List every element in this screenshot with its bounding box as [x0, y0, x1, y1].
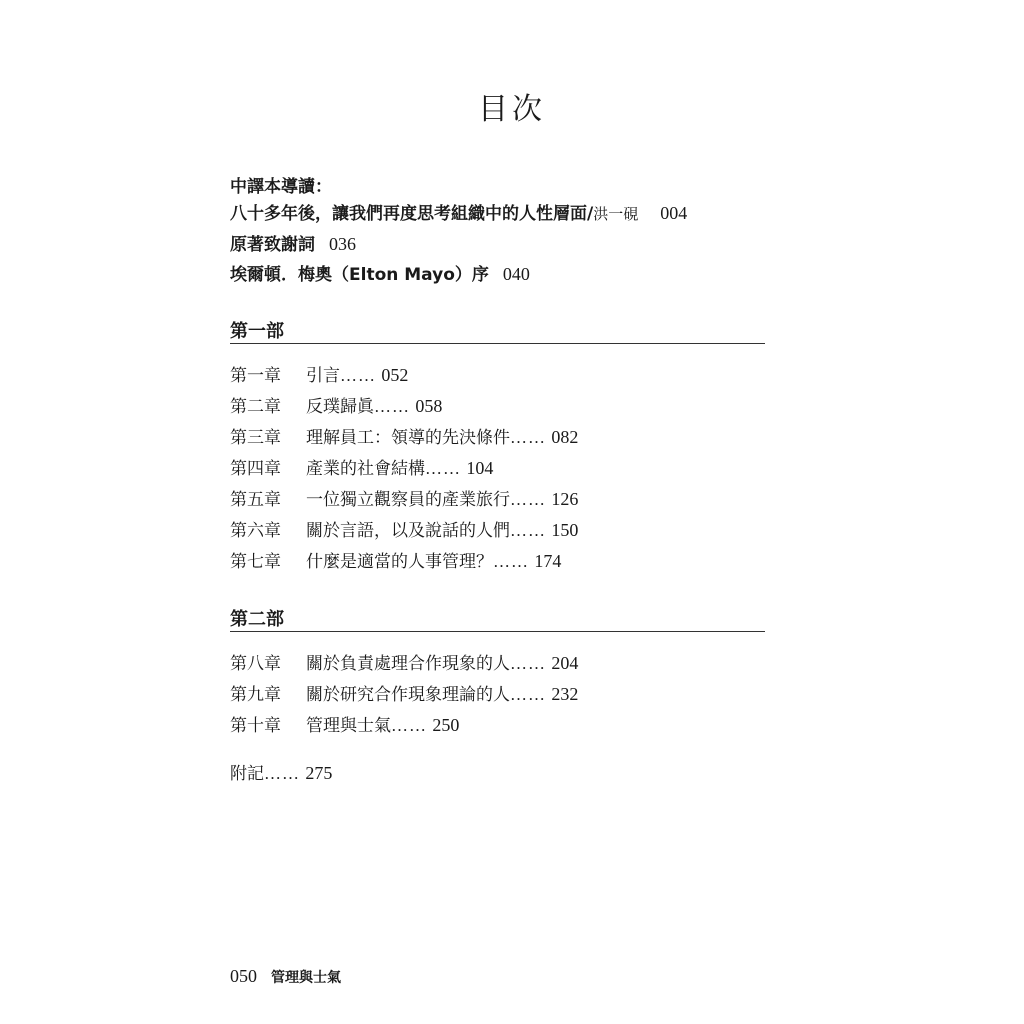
chapter-dots: …… — [425, 459, 461, 478]
chapter-number: 第六章 — [230, 521, 281, 541]
chapter-entry[interactable] — [230, 457, 493, 480]
chapter-page: 082 — [551, 427, 579, 447]
page-title: 目次 — [478, 92, 546, 127]
chapter-dots: …… — [510, 654, 546, 673]
chapter-number: 第五章 — [230, 490, 281, 510]
chapter-page: 052 — [381, 365, 409, 385]
chapter-entry[interactable] — [230, 550, 561, 573]
chapter-entry[interactable] — [230, 519, 578, 542]
chapter-number: 第十章 — [230, 716, 281, 736]
footer-book-title: 管理與士氣 — [271, 970, 341, 986]
chapter-title: 一位獨立觀察員的產業旅行 — [306, 490, 510, 510]
appendix-entry[interactable] — [230, 762, 332, 785]
chapter-number: 第一章 — [230, 366, 281, 386]
intro-label: 中譯本導讀： — [230, 177, 332, 197]
chapter-page: 250 — [432, 715, 460, 735]
part2-divider — [230, 631, 765, 632]
ack-label: 原著致謝詞 — [230, 235, 315, 255]
chapter-dots: …… — [510, 685, 546, 704]
chapter-entry[interactable] — [230, 488, 578, 511]
chapter-entry[interactable] — [230, 426, 578, 449]
chapter-page: 126 — [551, 489, 579, 509]
intro-author: 洪一硯 — [593, 205, 639, 223]
intro-entry — [230, 202, 687, 225]
chapter-dots: …… — [510, 428, 546, 447]
chapter-title: 什麼是適當的人事管理？ — [306, 552, 493, 572]
intro-page: 004 — [660, 203, 688, 223]
chapter-entry[interactable] — [230, 714, 459, 737]
footer-page-number: 050 — [230, 966, 257, 986]
intro-slash: / — [587, 204, 594, 224]
chapter-dots: …… — [374, 397, 410, 416]
chapter-number: 第三章 — [230, 428, 281, 448]
chapter-page: 104 — [466, 458, 494, 478]
intro-title: 八十多年後，讓我們再度思考組織中的人性層面 — [230, 204, 587, 224]
chapter-entry[interactable] — [230, 683, 578, 706]
chapter-page: 150 — [551, 520, 579, 540]
chapter-title: 關於言語，以及說話的人們 — [306, 521, 510, 541]
chapter-dots: …… — [510, 521, 546, 540]
part1-divider — [230, 343, 765, 344]
appendix-dots: …… — [264, 764, 300, 783]
chapter-page: 058 — [415, 396, 443, 416]
part1-heading: 第一部 — [230, 321, 284, 342]
chapter-title: 引言 — [306, 366, 340, 386]
chapter-entry[interactable] — [230, 364, 408, 387]
chapter-title: 關於負責處理合作現象的人 — [306, 654, 510, 674]
chapter-title: 關於研究合作現象理論的人 — [306, 685, 510, 705]
chapter-dots: …… — [510, 490, 546, 509]
appendix-title: 附記 — [230, 764, 264, 784]
ack-page: 036 — [329, 234, 356, 254]
ack-entry — [230, 233, 356, 256]
chapter-page: 174 — [534, 551, 562, 571]
chapter-dots: …… — [391, 716, 427, 735]
chapter-number: 第四章 — [230, 459, 281, 479]
chapter-number: 第七章 — [230, 552, 281, 572]
appendix-page: 275 — [305, 763, 333, 783]
chapter-number: 第八章 — [230, 654, 281, 674]
chapter-title: 理解員工：領導的先決條件 — [306, 428, 510, 448]
page-footer — [230, 966, 341, 987]
chapter-entry[interactable] — [230, 395, 442, 418]
chapter-number: 第二章 — [230, 397, 281, 417]
chapter-number: 第九章 — [230, 685, 281, 705]
preface-label: 埃爾頓．梅奧（Elton Mayo）序 — [230, 265, 489, 285]
preface-entry — [230, 263, 530, 286]
preface-page: 040 — [502, 264, 530, 284]
chapter-title: 反璞歸眞 — [306, 397, 374, 417]
chapter-entry[interactable] — [230, 652, 578, 675]
chapter-page: 232 — [551, 684, 579, 704]
chapter-dots: …… — [340, 366, 376, 385]
chapter-dots: …… — [493, 552, 529, 571]
part2-heading: 第二部 — [230, 609, 284, 630]
chapter-page: 204 — [551, 653, 579, 673]
chapter-title: 產業的社會結構 — [306, 459, 425, 479]
chapter-title: 管理與士氣 — [306, 716, 391, 736]
